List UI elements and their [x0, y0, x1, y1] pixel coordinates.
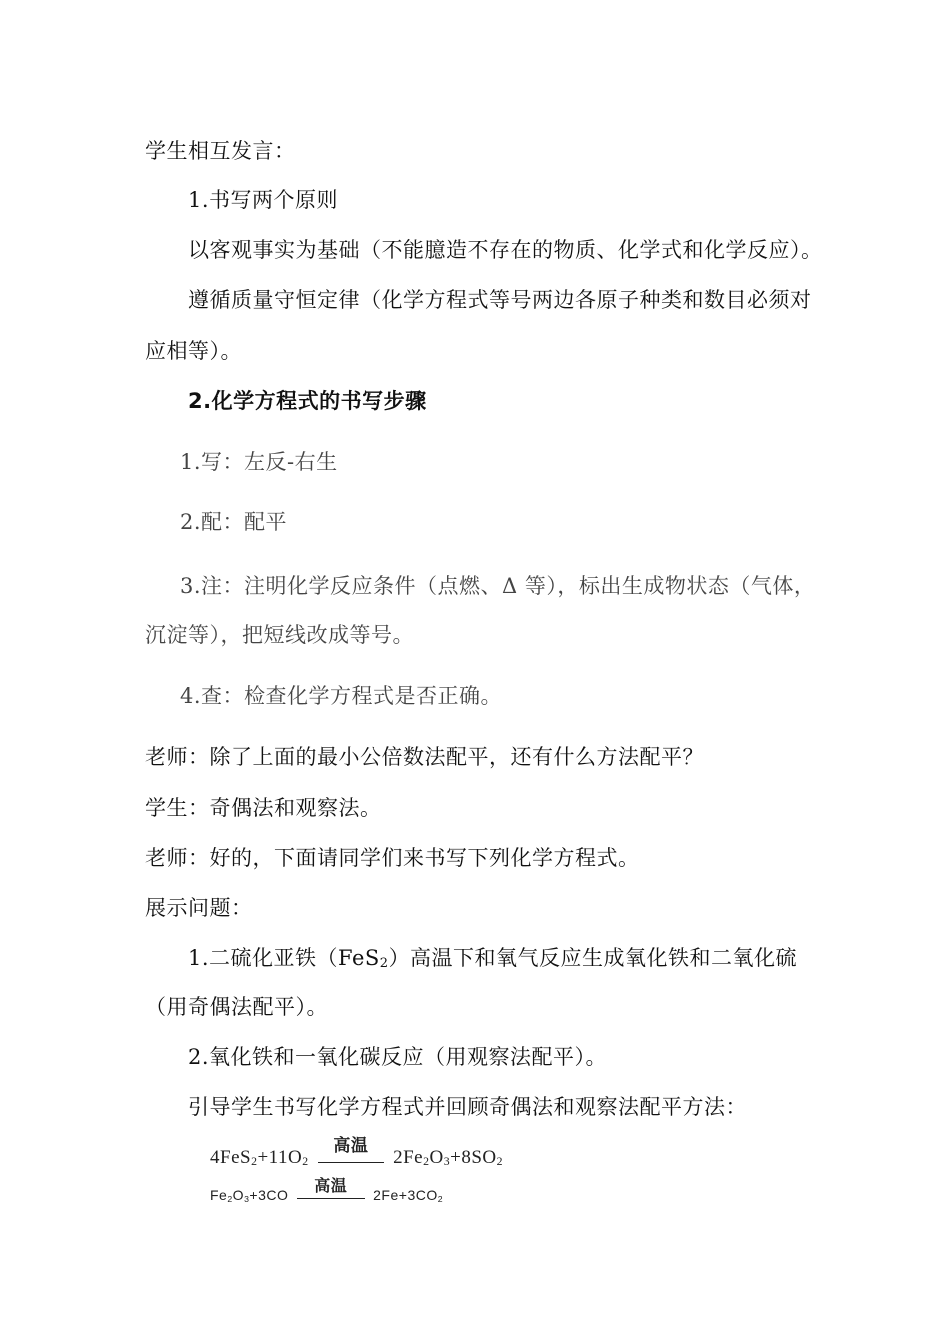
- show-problems: 展示问题：: [145, 896, 253, 920]
- reaction-condition: 高温: [295, 1180, 367, 1210]
- line-principle-1: 以客观事实为基础（不能臆造不存在的物质、化学式和化学反应）。: [188, 238, 823, 262]
- step-3-cont: 沉淀等），把短线改成等号。: [145, 623, 414, 647]
- step-4: 4.查：检查化学方程式是否正确。: [180, 684, 503, 708]
- guide-text: 引导学生书写化学方程式并回顾奇偶法和观察法配平方法：: [188, 1095, 747, 1119]
- line-principle-2-cont: 应相等）。: [145, 339, 242, 363]
- step-2: 2.配：配平: [180, 510, 288, 534]
- section-heading-steps: 2.化学方程式的书写步骤: [188, 389, 427, 413]
- line-two-principles: 1.书写两个原则: [188, 188, 339, 212]
- equation-2: $Fe_2O_3+3CO$ 高温 $2Fe+3CO_2$: [210, 1180, 443, 1214]
- line-student-speak: 学生相互发言：: [145, 139, 296, 163]
- teacher-question: 老师：除了上面的最小公倍数法配平，还有什么方法配平？: [145, 745, 704, 769]
- student-answer: 学生：奇偶法和观察法。: [145, 796, 382, 820]
- problem-1-cont: （用奇偶法配平）。: [145, 995, 328, 1019]
- step-1: 1.写：左反-右生: [180, 450, 338, 474]
- line-principle-2: 遵循质量守恒定律（化学方程式等号两边各原子种类和数目必须对: [188, 288, 812, 312]
- problem-1: 1.二硫化亚铁（FeS$_2$）高温下和氧气反应生成氧化铁和二氧化硫: [188, 946, 798, 971]
- reaction-condition: 高温: [316, 1143, 386, 1173]
- teacher-instruction: 老师：好的，下面请同学们来书写下列化学方程式。: [145, 846, 640, 870]
- step-3: 3.注：注明化学反应条件（点燃、Δ 等），标出生成物状态（气体，: [180, 574, 816, 598]
- problem-2: 2.氧化铁和一氧化碳反应（用观察法配平）。: [188, 1045, 608, 1069]
- equation-1: $4FeS_2+11O_2$ 高温 $2Fe_2O_3+8SO_2$: [210, 1143, 503, 1177]
